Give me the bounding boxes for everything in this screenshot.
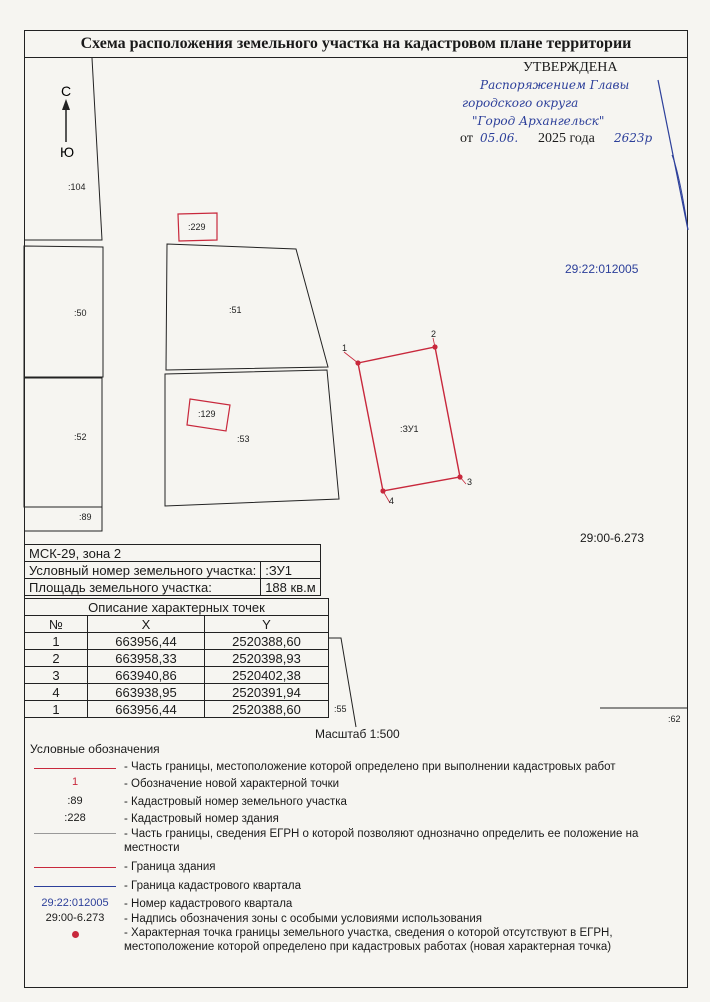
quarter-boundary — [658, 80, 688, 230]
compass-north: С — [61, 83, 72, 99]
legend-title: Условные обозначения — [30, 742, 160, 756]
legend-red-line — [34, 768, 116, 769]
cell-y: 2520388,60 — [205, 701, 329, 718]
point-3-label: 3 — [467, 477, 473, 487]
cell-y: 2520391,94 — [205, 684, 329, 701]
approval-prefix: от — [460, 131, 473, 146]
cell-number: 1 — [25, 701, 88, 718]
cell-x: 663940,86 — [88, 667, 205, 684]
legend-item-5: - Часть границы, сведения ЕГРН о которой позволяют однозначно определить ее положение на местности — [124, 828, 639, 854]
approval-heading: УТВЕРЖДЕНА — [523, 60, 618, 75]
approval-number: 2623р — [614, 131, 653, 145]
north-arrow-icon — [62, 99, 70, 110]
document-title: Схема расположения земельного участка на кадастровом плане территории — [24, 30, 688, 58]
approval-date: 05.06. — [480, 131, 519, 145]
parcel-area-value: 188 кв.м — [261, 579, 320, 596]
col-number-header: № — [25, 616, 88, 633]
point-4-label: 4 — [389, 496, 395, 506]
parcel-info-table — [24, 544, 321, 596]
points-table — [24, 598, 329, 718]
parcel-53-boundary — [165, 370, 339, 506]
cell-x: 663958,33 — [88, 650, 205, 667]
parcel-52-boundary — [24, 378, 102, 507]
approval-line-1: Распоряжением Главы — [480, 78, 630, 92]
parcel-50-boundary — [24, 246, 103, 377]
point-3-leader — [460, 477, 466, 484]
table-row — [25, 684, 329, 701]
legend-item-1: - Часть границы, местоположение которой определено при выполнении кадастровых работ — [124, 761, 616, 773]
approval-year: 2025 года — [538, 131, 595, 146]
point-2-label: 2 — [431, 329, 437, 339]
legend-item-3: - Кадастровый номер земельного участка — [124, 796, 347, 808]
cell-y: 2520402,38 — [205, 667, 329, 684]
label-89: :89 — [79, 512, 92, 522]
cell-y: 2520388,60 — [205, 633, 329, 650]
cell-number: 4 — [25, 684, 88, 701]
col-x-header: X — [88, 616, 205, 633]
label-129: :129 — [198, 409, 216, 419]
legend-symbol-quarter: 29:22:012005 — [41, 897, 109, 909]
parcel-number-label: Условный номер земельного участка: — [25, 562, 261, 579]
legend-quarter-line — [34, 886, 116, 887]
cell-number: 3 — [25, 667, 88, 684]
approval-line-3: "Город Архангельск" — [472, 114, 605, 128]
legend-symbol-building: :228 — [64, 812, 86, 824]
parcel-51-boundary — [166, 244, 328, 370]
table-row — [25, 667, 329, 684]
legend-item-4: - Кадастровый номер здания — [124, 813, 279, 825]
legend-item-2: - Обозначение новой характерной точки — [124, 778, 340, 790]
label-104: :104 — [68, 182, 86, 192]
table-row — [25, 650, 329, 667]
quarter-number: 29:22:012005 — [565, 262, 639, 276]
point-1-leader — [344, 352, 358, 363]
parcel-zu1-boundary — [358, 347, 460, 491]
legend-new-point-dot — [72, 931, 79, 938]
legend-item-9: - Надпись обозначения зоны с особыми условиями использования — [124, 913, 483, 925]
point-1-label: 1 — [342, 343, 348, 353]
legend-symbol-parcel: :89 — [67, 795, 83, 807]
label-51: :51 — [229, 305, 242, 315]
label-229: :229 — [188, 222, 206, 232]
cell-number: 2 — [25, 650, 88, 667]
cell-x: 663938,95 — [88, 684, 205, 701]
compass — [60, 83, 74, 160]
table-row — [25, 633, 329, 650]
table-row — [25, 701, 329, 718]
legend-building-line — [34, 867, 116, 868]
parcel-number-value: :ЗУ1 — [261, 562, 320, 579]
label-52: :52 — [74, 432, 87, 442]
legend-item-8: - Номер кадастрового квартала — [124, 898, 293, 910]
legend-symbol-point: 1 — [71, 776, 79, 788]
cell-number: 1 — [25, 633, 88, 650]
parcel-area-label: Площадь земельного участка: — [25, 579, 261, 596]
label-62: :62 — [668, 714, 681, 724]
points-caption: Описание характерных точек — [25, 599, 329, 616]
col-y-header: Y — [205, 616, 329, 633]
cell-x: 663956,44 — [88, 701, 205, 718]
zone-label: 29:00-6.273 — [580, 531, 645, 545]
legend-grey-line — [34, 833, 116, 834]
legend-item-7: - Граница кадастрового квартала — [124, 880, 302, 892]
cell-y: 2520398,93 — [205, 650, 329, 667]
label-50: :50 — [74, 308, 87, 318]
legend-symbol-zone: 29:00-6.273 — [45, 912, 105, 924]
label-53: :53 — [237, 434, 250, 444]
scale-label: Масштаб 1:500 — [315, 727, 400, 741]
label-zu1: :ЗУ1 — [400, 424, 419, 434]
legend-item-6: - Граница здания — [124, 861, 216, 873]
legend-item-10: - Характерная точка границы земельного участка, сведения о которой отсутствуют в ЕГРН, местоположение которой определено при кадастровых работах (новая характерная точка) — [124, 927, 613, 953]
label-55: :55 — [334, 704, 347, 714]
approval-line-2: городского округа — [462, 96, 579, 110]
cell-x: 663956,44 — [88, 633, 205, 650]
compass-south: Ю — [60, 144, 75, 160]
coord-system: МСК-29, зона 2 — [25, 545, 321, 562]
